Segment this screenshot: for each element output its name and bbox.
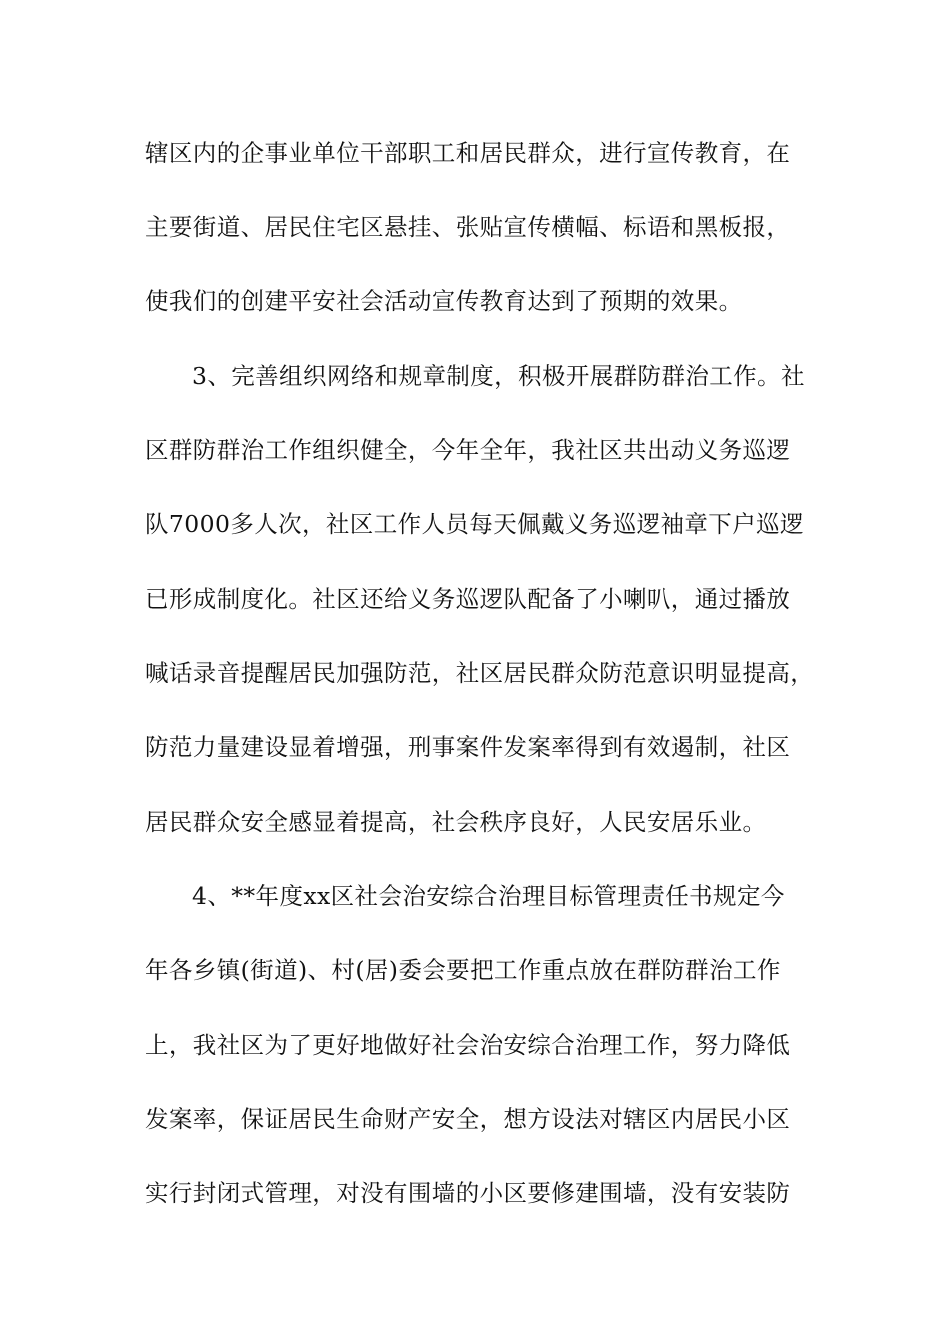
text-line: 已形成制度化。社区还给义务巡逻队配备了小喇叭，通过播放 [145, 585, 791, 613]
paragraph-4-start: 4、**年度xx区社会治安综合治理目标管理责任书规定今 [192, 882, 785, 910]
text-line: 区群防群治工作组织健全，今年全年，我社区共出动义务巡逻 [145, 436, 791, 464]
text-line: 喊话录音提醒居民加强防范，社区居民群众防范意识明显提高， [145, 659, 815, 687]
text-line: 上，我社区为了更好地做好社会治安综合治理工作，努力降低 [145, 1031, 791, 1059]
text-line: 发案率，保证居民生命财产安全，想方设法对辖区内居民小区 [145, 1105, 791, 1133]
text-line: 辖区内的企事业单位干部职工和居民群众，进行宣传教育，在 [145, 139, 791, 167]
text-line: 主要街道、居民住宅区悬挂、张贴宣传横幅、标语和黑板报， [145, 213, 791, 241]
text-line: 队7000多人次，社区工作人员每天佩戴义务巡逻袖章下户巡逻 [145, 510, 804, 538]
text-line: 居民群众安全感显着提高，社会秩序良好，人民安居乐业。 [145, 808, 767, 836]
paragraph-3-start: 3、完善组织网络和规章制度，积极开展群防群治工作。社 [192, 362, 805, 390]
text-line: 使我们的创建平安社会活动宣传教育达到了预期的效果。 [145, 287, 743, 315]
text-line: 年各乡镇(街道)、村(居)委会要把工作重点放在群防群治工作 [145, 956, 781, 984]
text-line: 防范力量建设显着增强，刑事案件发案率得到有效遏制，社区 [145, 733, 791, 761]
text-line: 实行封闭式管理，对没有围墙的小区要修建围墙，没有安装防 [145, 1179, 791, 1207]
